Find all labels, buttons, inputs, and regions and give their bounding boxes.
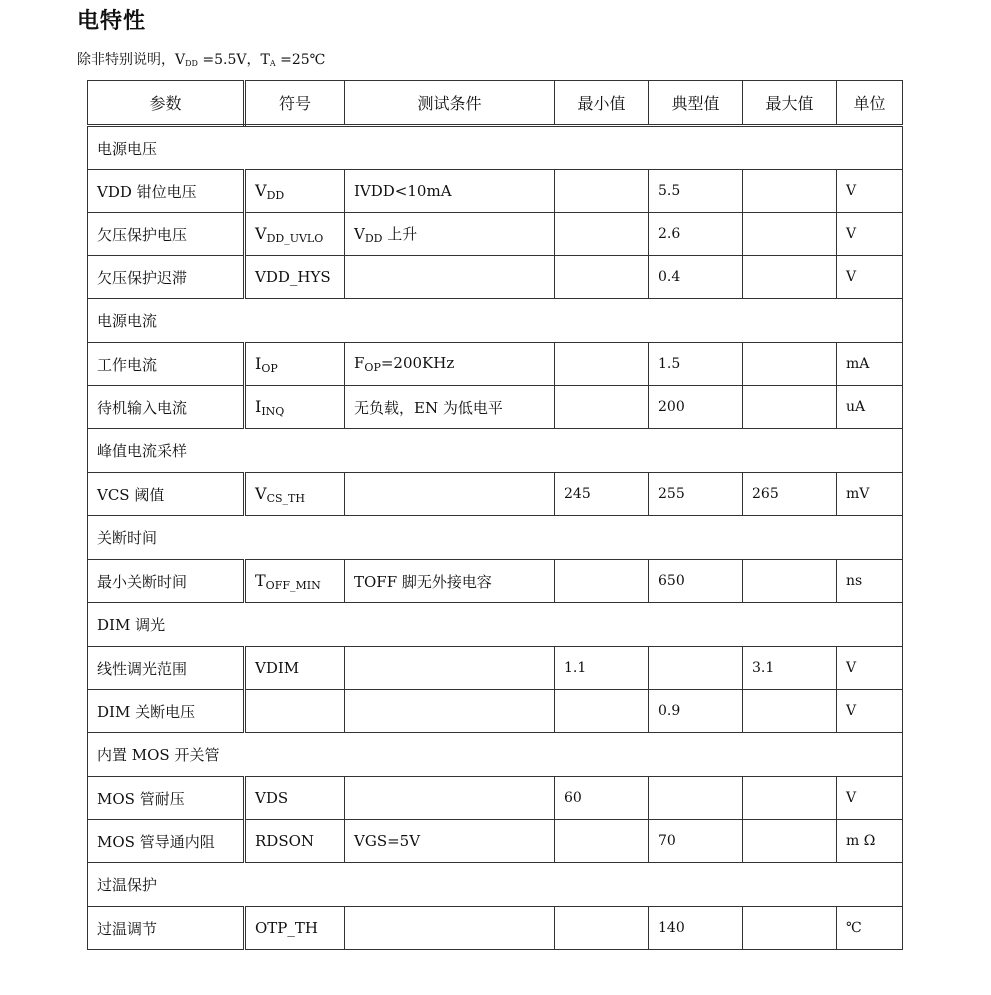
param-cell: 最小关断时间 — [88, 560, 245, 603]
min-cell — [555, 907, 649, 950]
unit-cell: V — [837, 170, 903, 213]
min-cell — [555, 256, 649, 299]
unit-cell: m Ω — [837, 820, 903, 863]
min-cell — [555, 690, 649, 733]
page-title: 电特性 — [77, 9, 147, 34]
header-max: 最大值 — [743, 81, 837, 126]
symbol-cell: VDIM — [245, 647, 345, 690]
section-title: 内置 MOS 开关管 — [88, 733, 903, 777]
section-row — [88, 863, 903, 907]
condition-cell — [345, 647, 555, 690]
condition-cell — [345, 907, 555, 950]
condition-cell: $F_{OP}=200KHz$ — [345, 343, 555, 386]
max-cell: 265 — [743, 473, 837, 516]
header-min: 最小值 — [555, 81, 649, 126]
header-symbol: 符号 — [245, 81, 345, 126]
table-row — [88, 647, 903, 690]
unit-cell: mV — [837, 473, 903, 516]
unit-cell: ℃ — [837, 907, 903, 950]
table-row — [88, 777, 903, 820]
condition-cell: IVDD<10mA — [345, 170, 555, 213]
min-cell — [555, 170, 649, 213]
table-row — [88, 213, 903, 256]
table-row — [88, 386, 903, 429]
section-title: DIM 调光 — [88, 603, 903, 647]
symbol-cell: $T_{OFF\_MIN}$ — [245, 560, 345, 603]
min-cell — [555, 560, 649, 603]
section-row — [88, 429, 903, 473]
table-row — [88, 690, 903, 733]
table-row — [88, 560, 903, 603]
table-row — [88, 473, 903, 516]
typ-cell — [649, 647, 743, 690]
table-row — [88, 343, 903, 386]
symbol-cell: OTP_TH — [245, 907, 345, 950]
min-cell: 1.1 — [555, 647, 649, 690]
max-cell — [743, 560, 837, 603]
typ-cell — [649, 777, 743, 820]
unit-cell: uA — [837, 386, 903, 429]
condition-cell — [345, 690, 555, 733]
typ-cell: 0.9 — [649, 690, 743, 733]
param-cell: 待机输入电流 — [88, 386, 245, 429]
header-typ: 典型值 — [649, 81, 743, 126]
max-cell — [743, 256, 837, 299]
section-row — [88, 299, 903, 343]
min-cell: 245 — [555, 473, 649, 516]
symbol-cell: VDS — [245, 777, 345, 820]
param-cell: 线性调光范围 — [88, 647, 245, 690]
unit-cell: mA — [837, 343, 903, 386]
typ-cell: 0.4 — [649, 256, 743, 299]
symbol-cell — [245, 690, 345, 733]
symbol-cell: $V_{DD}$ — [245, 170, 345, 213]
typ-cell: 650 — [649, 560, 743, 603]
param-cell: VCS 阈值 — [88, 473, 245, 516]
condition-cell: TOFF 脚无外接电容 — [345, 560, 555, 603]
electrical-characteristics-table — [87, 80, 903, 950]
table-body — [88, 126, 903, 950]
condition-cell: $V_{DD}$ 上升 — [345, 213, 555, 256]
header-unit: 单位 — [837, 81, 903, 126]
header-condition: 测试条件 — [345, 81, 555, 126]
min-cell — [555, 386, 649, 429]
section-row — [88, 733, 903, 777]
max-cell — [743, 777, 837, 820]
symbol-cell: $I_{INQ}$ — [245, 386, 345, 429]
symbol-cell: $I_{OP}$ — [245, 343, 345, 386]
condition-cell — [345, 777, 555, 820]
max-cell — [743, 170, 837, 213]
min-cell — [555, 213, 649, 256]
section-title: 过温保护 — [88, 863, 903, 907]
unit-cell: V — [837, 213, 903, 256]
min-cell: 60 — [555, 777, 649, 820]
section-title: 峰值电流采样 — [88, 429, 903, 473]
test-conditions-note: 除非特别说明，$V_{DD} =5.5V$，$T_A$ =25℃ — [77, 52, 326, 68]
unit-cell: V — [837, 777, 903, 820]
max-cell — [743, 690, 837, 733]
header-param: 参数 — [88, 81, 245, 126]
param-cell: VDD 钳位电压 — [88, 170, 245, 213]
symbol-cell: $V_{CS\_TH}$ — [245, 473, 345, 516]
section-title: 电源电压 — [88, 126, 903, 170]
param-cell: MOS 管导通内阻 — [88, 820, 245, 863]
max-cell — [743, 213, 837, 256]
param-cell: 欠压保护迟滞 — [88, 256, 245, 299]
typ-cell: 70 — [649, 820, 743, 863]
symbol-cell: RDSON — [245, 820, 345, 863]
param-cell: 过温调节 — [88, 907, 245, 950]
unit-cell: V — [837, 256, 903, 299]
condition-cell — [345, 256, 555, 299]
section-row — [88, 603, 903, 647]
param-cell: 工作电流 — [88, 343, 245, 386]
condition-cell: 无负载，EN 为低电平 — [345, 386, 555, 429]
section-title: 关断时间 — [88, 516, 903, 560]
max-cell — [743, 907, 837, 950]
section-row — [88, 126, 903, 170]
unit-cell: ns — [837, 560, 903, 603]
max-cell: 3.1 — [743, 647, 837, 690]
typ-cell: 1.5 — [649, 343, 743, 386]
symbol-cell: $V_{DD\_UVLO}$ — [245, 213, 345, 256]
max-cell — [743, 386, 837, 429]
param-cell: MOS 管耐压 — [88, 777, 245, 820]
min-cell — [555, 343, 649, 386]
table-row — [88, 256, 903, 299]
unit-cell: V — [837, 647, 903, 690]
symbol-cell: VDD_HYS — [245, 256, 345, 299]
unit-cell: V — [837, 690, 903, 733]
param-cell: DIM 关断电压 — [88, 690, 245, 733]
table-row — [88, 820, 903, 863]
condition-cell: VGS=5V — [345, 820, 555, 863]
typ-cell: 200 — [649, 386, 743, 429]
typ-cell: 255 — [649, 473, 743, 516]
max-cell — [743, 820, 837, 863]
typ-cell: 140 — [649, 907, 743, 950]
min-cell — [555, 820, 649, 863]
table-row — [88, 907, 903, 950]
table-row — [88, 170, 903, 213]
condition-cell — [345, 473, 555, 516]
typ-cell: 5.5 — [649, 170, 743, 213]
param-cell: 欠压保护电压 — [88, 213, 245, 256]
table-header-row — [88, 81, 903, 126]
typ-cell: 2.6 — [649, 213, 743, 256]
section-row — [88, 516, 903, 560]
max-cell — [743, 343, 837, 386]
section-title: 电源电流 — [88, 299, 903, 343]
